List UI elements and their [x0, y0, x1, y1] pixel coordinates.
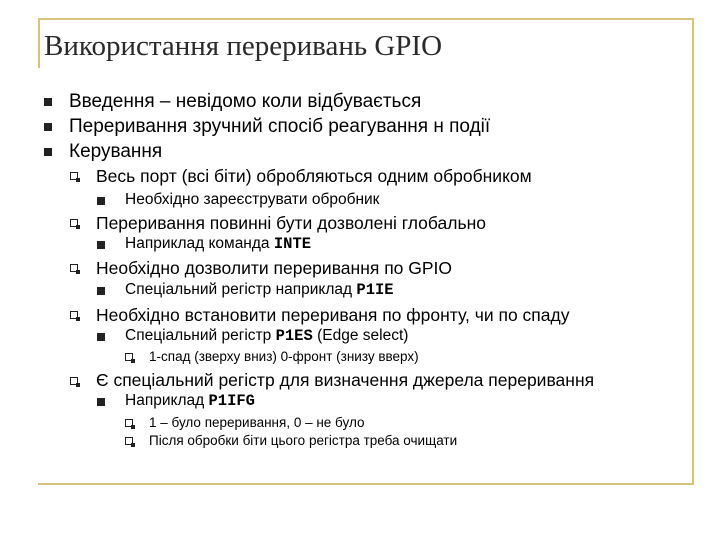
bullet-item: Спеціальний регістр P1ES (Edge select) [125, 327, 409, 345]
hollow-square-bullet-icon [125, 437, 133, 445]
bullet-item: Після обробки біти цього регістра треба очищати [149, 433, 458, 448]
hollow-square-bullet-icon [70, 219, 78, 227]
bullet-item: 1-спад (зверху вниз) 0-фронт (знизу вверх) [149, 349, 419, 364]
bullet-item: Весь порт (всі біти) обробляються одним обробником [96, 166, 532, 186]
frame-bottom-rule [38, 483, 694, 485]
bullet-square-icon [44, 148, 52, 156]
bullet-item: Необхідно встановити перериваня по фронту, чи по спаду [96, 305, 570, 325]
bullet-item: Необхідно зареєструвати обробник [125, 191, 380, 208]
hollow-square-bullet-icon [70, 172, 78, 180]
bullet-square-icon [44, 123, 52, 131]
bullet-square-icon [97, 241, 105, 249]
hollow-square-bullet-icon [70, 311, 78, 319]
bullet-square-icon [97, 287, 105, 295]
bullet-item: Переривання зручний спосіб реагування н події [69, 116, 491, 137]
hollow-square-bullet-icon [70, 377, 78, 385]
frame-left-line [38, 18, 40, 68]
bullet-square-icon [97, 197, 105, 205]
bullet-item: 1 – було переривання, 0 – не було [149, 415, 365, 430]
bullet-item: Спеціальний регістр наприклад P1IE [125, 281, 394, 299]
frame-right-line [692, 18, 694, 483]
hollow-square-bullet-icon [125, 353, 133, 361]
slide-title: Використання переривань GPIO [44, 30, 443, 62]
frame-top-line [38, 18, 694, 20]
bullet-item: Є спеціальний регістр для визначення джерела переривання [96, 370, 595, 390]
bullet-item: Необхідно дозволити переривання по GPIO [96, 258, 453, 278]
bullet-square-icon [97, 398, 105, 406]
bullet-square-icon [97, 333, 105, 341]
bullet-item: Переривання повинні бути дозволені глобально [96, 213, 486, 233]
hollow-square-bullet-icon [70, 264, 78, 272]
bullet-item: Введення – невідомо коли відбувається [69, 91, 422, 112]
bullet-item: Наприклад P1IFG [125, 392, 255, 410]
hollow-square-bullet-icon [125, 419, 133, 427]
bullet-item: Наприклад команда INTE [125, 235, 312, 253]
bullet-item: Керування [69, 141, 163, 162]
bullet-square-icon [44, 98, 52, 106]
